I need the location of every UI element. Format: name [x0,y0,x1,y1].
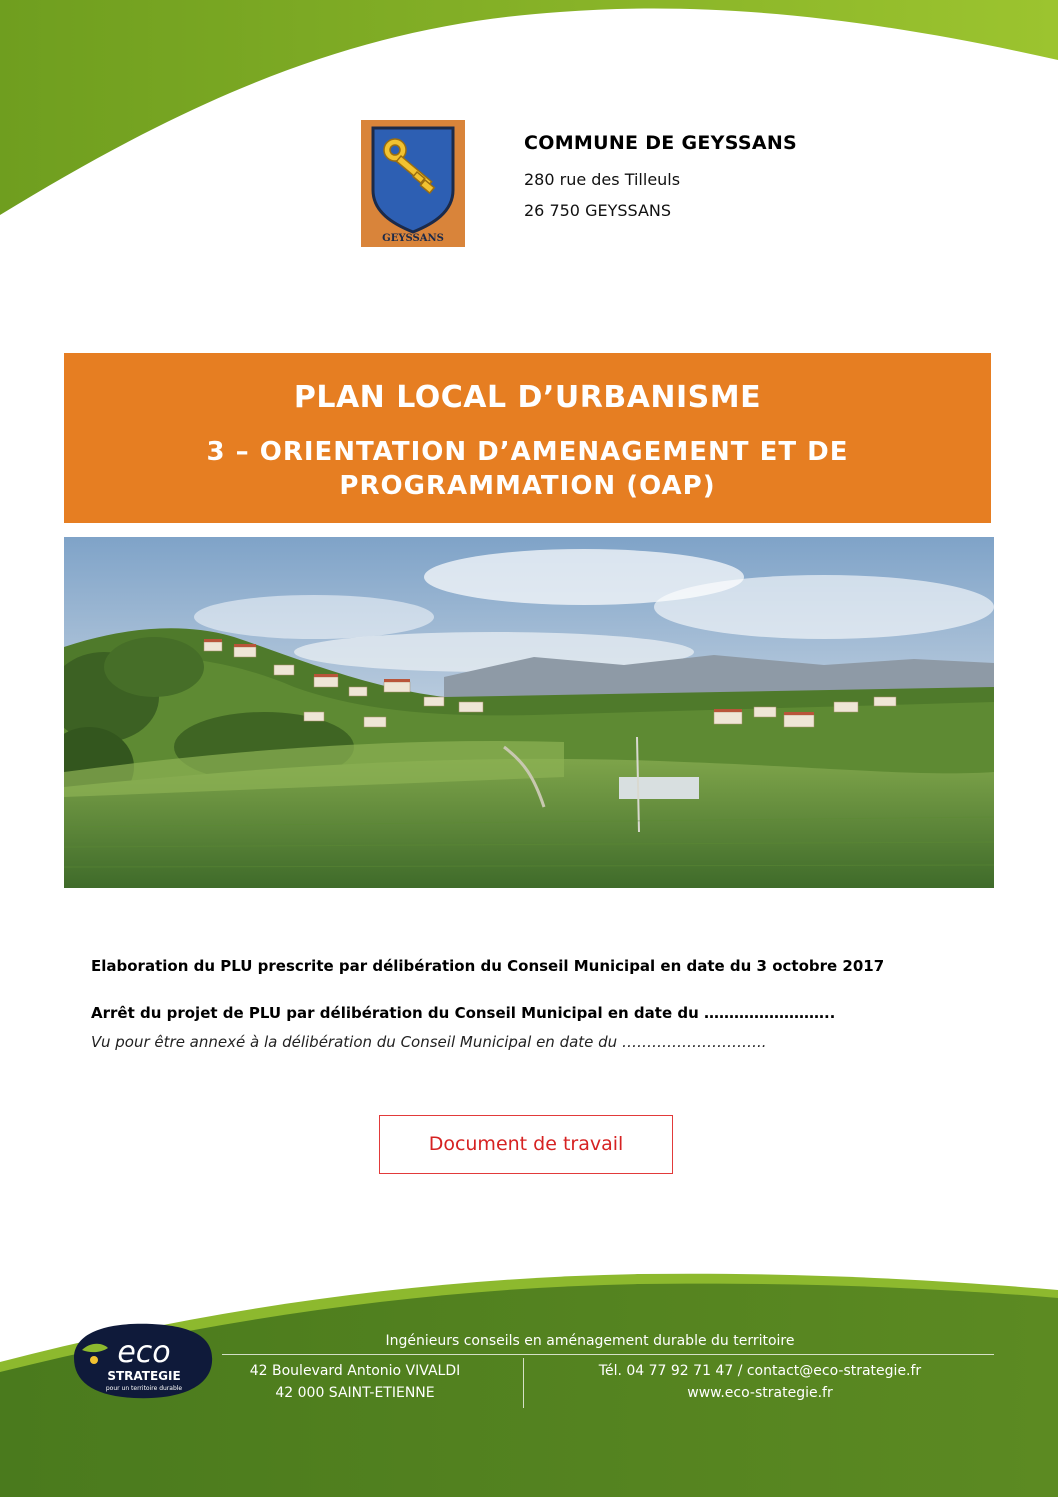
annexe-statement: Vu pour être annexé à la délibération du Conseil Municipal en date du ……………………….. [91,1033,767,1051]
footer-contact: Tél. 04 77 92 71 47 / contact@eco-strategie.fr [598,1363,922,1379]
prescription-statement: Elaboration du PLU prescrite par délibération du Conseil Municipal en date du 3 octobre 2017 [91,957,885,975]
commune-address-street: 280 rue des Tilleuls [524,170,681,189]
footer-address-city: 42 000 SAINT-ETIENNE [275,1385,435,1401]
logo-eco-text: eco [117,1335,171,1370]
footer-divider [523,1358,524,1408]
document-title: PLAN LOCAL D’URBANISME [293,380,762,415]
footer-address-street: 42 Boulevard Antonio VIVALDI [249,1363,461,1379]
commune-name: COMMUNE DE GEYSSANS [524,132,798,154]
logo-tagline-text: pour un territoire durable [105,1385,183,1392]
footer-tagline: Ingénieurs conseils en aménagement durable du territoire [385,1333,795,1349]
eco-strategie-logo [68,1318,216,1402]
header-swoosh [0,0,1058,230]
logo-strategie-text: STRATEGIE [107,1369,181,1383]
landscape-photo [64,537,994,888]
draft-label: Document de travail [379,1115,673,1174]
commune-crest-icon [361,120,465,247]
commune-address-city: 26 750 GEYSSANS [524,201,672,220]
footer-website-link[interactable]: www.eco-strategie.fr [687,1385,833,1401]
arret-statement: Arrêt du projet de PLU par délibération du Conseil Municipal en date du …………………….. [91,1004,836,1022]
document-subtitle: 3 – ORIENTATION D’AMENAGEMENT ET DE PROGRAMMATION (OAP) [206,437,849,501]
crest-label: GEYSSANS [382,233,444,244]
title-banner [64,353,991,523]
footer-rule [222,1354,994,1355]
